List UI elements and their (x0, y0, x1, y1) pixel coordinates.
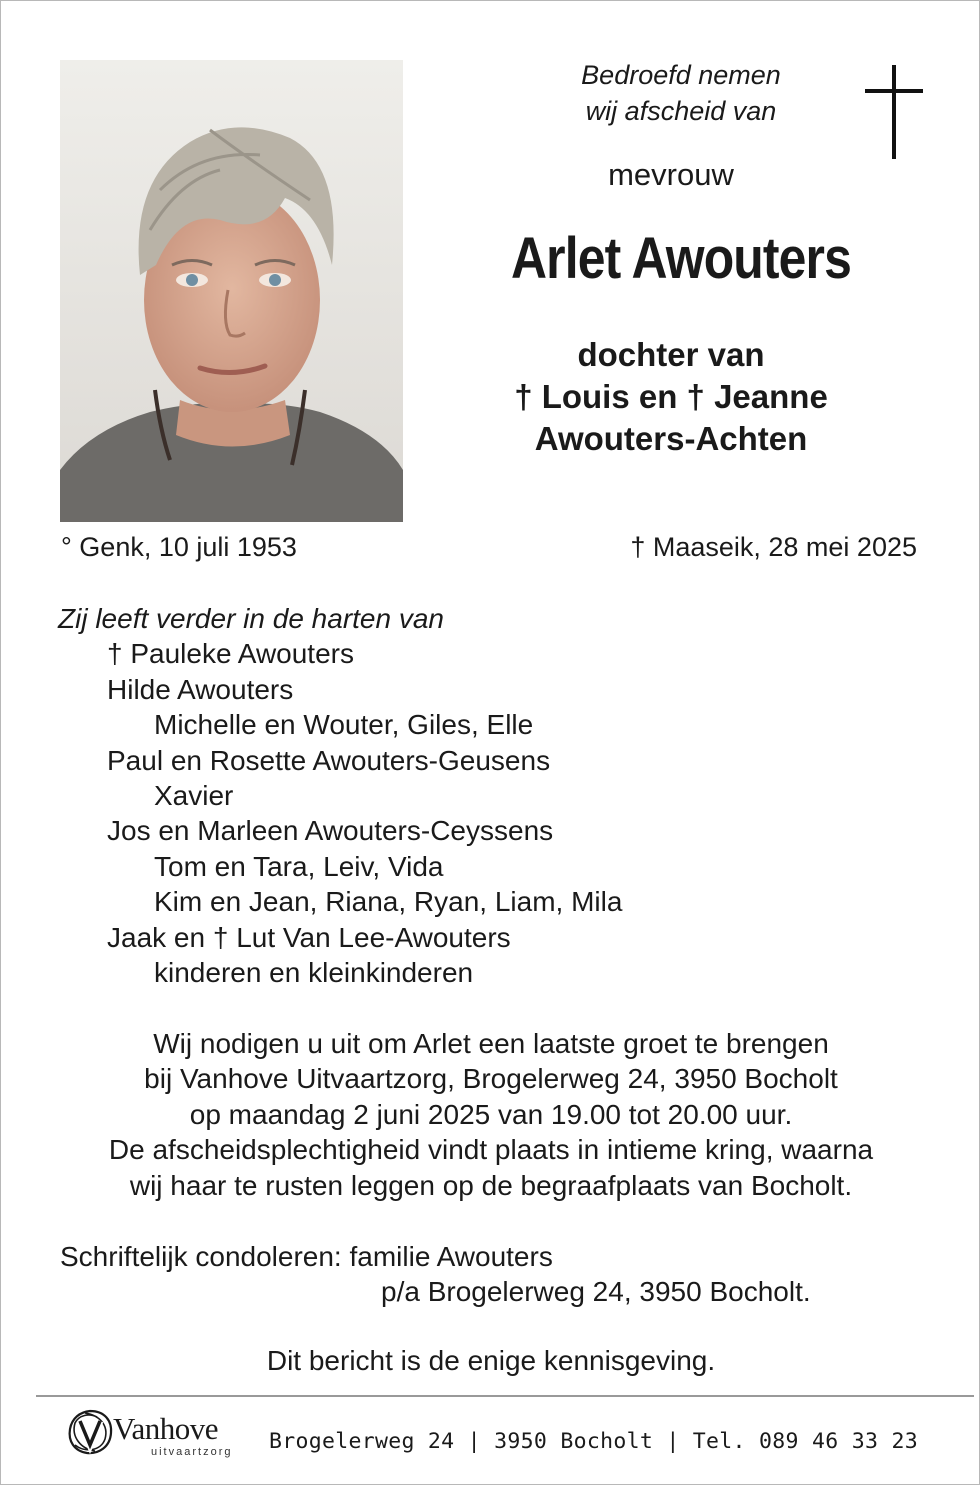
condolence-label: Schriftelijk condoleren: familie Awouters (60, 1241, 553, 1272)
deceased-name: Arlet Awouters (511, 226, 851, 291)
logo-name: Vanhove (113, 1411, 218, 1446)
family-line: Xavier (154, 780, 234, 812)
divider (36, 1395, 974, 1397)
intro-line: Bedroefd nemen (581, 60, 781, 90)
portrait-photo (60, 60, 403, 522)
family-lead: Zij leeft verder in de harten van (58, 603, 444, 634)
invite-line: op maandag 2 juni 2025 van 19.00 tot 20.00 uur. (189, 1098, 793, 1130)
intro-line: wij afscheid van (585, 96, 777, 126)
invitation-text (41, 1026, 941, 1203)
title-prefix: mevrouw (608, 157, 734, 192)
invite-line: De afscheidsplechtigheid vindt plaats in intieme kring, waarna (108, 1134, 874, 1166)
birth-info: ° Genk, 10 juli 1953 (61, 532, 297, 562)
family-line: Hilde Awouters (107, 673, 294, 705)
parents-line: Awouters-Achten (534, 420, 808, 457)
family-line: Jaak en † Lut Van Lee-Awouters (107, 921, 511, 953)
family-line: Tom en Tara, Leiv, Vida (154, 850, 444, 882)
family-list (58, 601, 622, 990)
funeral-home-logo (65, 1407, 265, 1467)
footer-contact: Brogelerweg 24 | 3950 Bocholt | Tel. 089 46 33 23 (269, 1429, 918, 1454)
invite-line: wij haar te rusten leggen op de begraafplaats van Bocholt. (129, 1169, 853, 1201)
family-line: kinderen en kleinkinderen (154, 957, 474, 989)
family-line: Michelle en Wouter, Giles, Elle (154, 709, 534, 741)
parents-line: † Louis en † Jeanne (514, 378, 828, 415)
notice-text: Dit bericht is de enige kennisgeving. (266, 1345, 716, 1376)
condolence-info (60, 1239, 811, 1310)
death-info: † Maaseik, 28 mei 2025 (630, 532, 917, 562)
logo-subtitle: uitvaartzorg (151, 1446, 233, 1458)
invite-line: Wij nodigen u uit om Arlet een laatste groet te brengen (153, 1028, 829, 1059)
family-line: Paul en Rosette Awouters-Geusens (107, 744, 551, 776)
intro-text (481, 57, 881, 129)
parents-line: dochter van (577, 336, 765, 373)
family-line: † Pauleke Awouters (107, 638, 354, 670)
cross-icon (865, 65, 923, 159)
invite-line: bij Vanhove Uitvaartzorg, Brogelerweg 24, 3950 Bocholt (144, 1063, 838, 1095)
family-line: Jos en Marleen Awouters-Ceyssens (107, 815, 554, 847)
family-line: Kim en Jean, Riana, Ryan, Liam, Mila (154, 886, 623, 918)
condolence-address: p/a Brogelerweg 24, 3950 Bocholt. (381, 1276, 811, 1308)
parents (441, 334, 901, 460)
vanhove-logo-icon (65, 1407, 115, 1457)
